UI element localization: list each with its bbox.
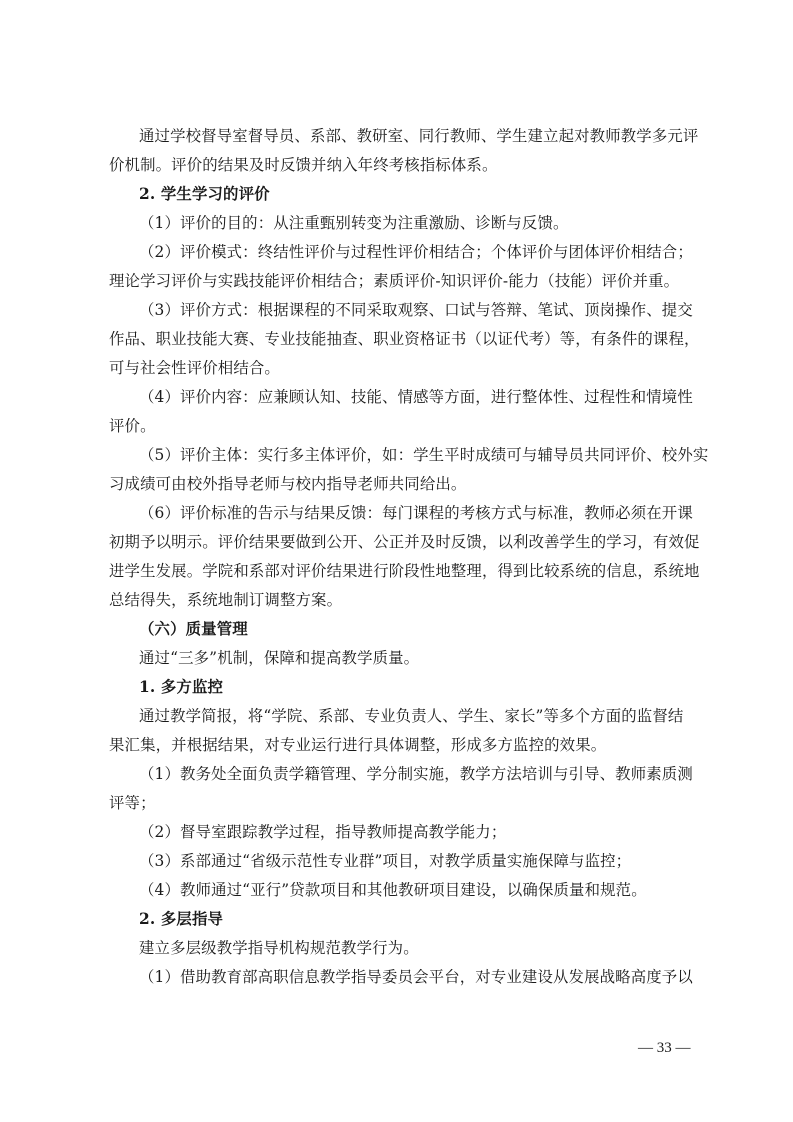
paragraph-line: 果汇集，并根据结果，对专业运行进行具体调整，形成多方监控的效果。 bbox=[109, 736, 607, 754]
paragraph-line: 可与社会性评价相结合。 bbox=[109, 359, 280, 377]
paragraph-line: （1）评价的目的：从注重甄别转变为注重激励、诊断与反馈。 bbox=[139, 214, 569, 232]
paragraph-line: 建立多层级教学指导机构规范教学行为。 bbox=[139, 939, 419, 957]
paragraph-line: 通过学校督导室督导员、系部、教研室、同行教师、学生建立起对教师教学多元评 bbox=[139, 127, 699, 145]
page-number: — 33 — bbox=[638, 1040, 691, 1056]
paragraph-line: （3）评价方式：根据课程的不同采取观察、口试与答辩、笔试、顶岗操作、提交 bbox=[139, 301, 693, 319]
paragraph-line: 理论学习评价与实践技能评价相结合；素质评价-知识评价-能力（技能）评价并重。 bbox=[109, 272, 680, 290]
paragraph-line: 评等； bbox=[109, 794, 156, 812]
paragraph-line: （4）评价内容：应兼顾认知、技能、情感等方面，进行整体性、过程性和情境性 bbox=[139, 388, 693, 406]
paragraph-line: （2）督导室跟踪教学过程，指导教师提高教学能力； bbox=[139, 823, 507, 841]
section-heading: 1. 多方监控 bbox=[139, 678, 224, 696]
section-heading: 2. 学生学习的评价 bbox=[139, 185, 270, 203]
paragraph-line: （5）评价主体：实行多主体评价，如：学生平时成绩可与辅导员共同评价、校外实 bbox=[139, 446, 709, 464]
paragraph-line: 作品、职业技能大赛、专业技能抽查、职业资格证书（以证代考）等，有条件的课程， bbox=[109, 330, 700, 348]
paragraph-line: 通过教学简报，将“学院、系部、专业负责人、学生、家长”等多个方面的监督结 bbox=[139, 707, 684, 725]
section-heading: （六）质量管理 bbox=[139, 620, 248, 638]
paragraph-line: 进学生发展。学院和系部对评价结果进行阶段性地整理，得到比较系统的信息，系统地 bbox=[109, 562, 700, 580]
paragraph-line: 评价。 bbox=[109, 417, 156, 435]
paragraph-line: 总结得失，系统地制订调整方案。 bbox=[109, 591, 343, 609]
paragraph-line: （1）借助教育部高职信息教学指导委员会平台，对专业建设从发展战略高度予以 bbox=[139, 968, 693, 986]
paragraph-line: （3）系部通过“省级示范性专业群”项目，对教学质量实施保障与监控； bbox=[139, 852, 632, 870]
paragraph-line: （2）评价模式：终结性评价与过程性评价相结合；个体评价与团体评价相结合； bbox=[139, 243, 693, 261]
paragraph-line: 习成绩可由校外指导老师与校内指导老师共同给出。 bbox=[109, 475, 467, 493]
paragraph-line: 通过“三多”机制，保障和提高教学质量。 bbox=[139, 649, 420, 667]
section-heading: 2. 多层指导 bbox=[139, 910, 224, 928]
paragraph-line: 初期予以明示。评价结果要做到公开、公正并及时反馈，以利改善学生的学习，有效促 bbox=[109, 533, 700, 551]
paragraph-line: （1）教务处全面负责学籍管理、学分制实施，教学方法培训与引导、教师素质测 bbox=[139, 765, 693, 783]
paragraph-line: 价机制。评价的结果及时反馈并纳入年终考核指标体系。 bbox=[109, 156, 498, 174]
paragraph-line: （6）评价标准的告示与结果反馈：每门课程的考核方式与标准，教师必须在开课 bbox=[139, 504, 693, 522]
paragraph-line: （4）教师通过“亚行”贷款项目和其他教研项目建设，以确保质量和规范。 bbox=[139, 881, 647, 899]
